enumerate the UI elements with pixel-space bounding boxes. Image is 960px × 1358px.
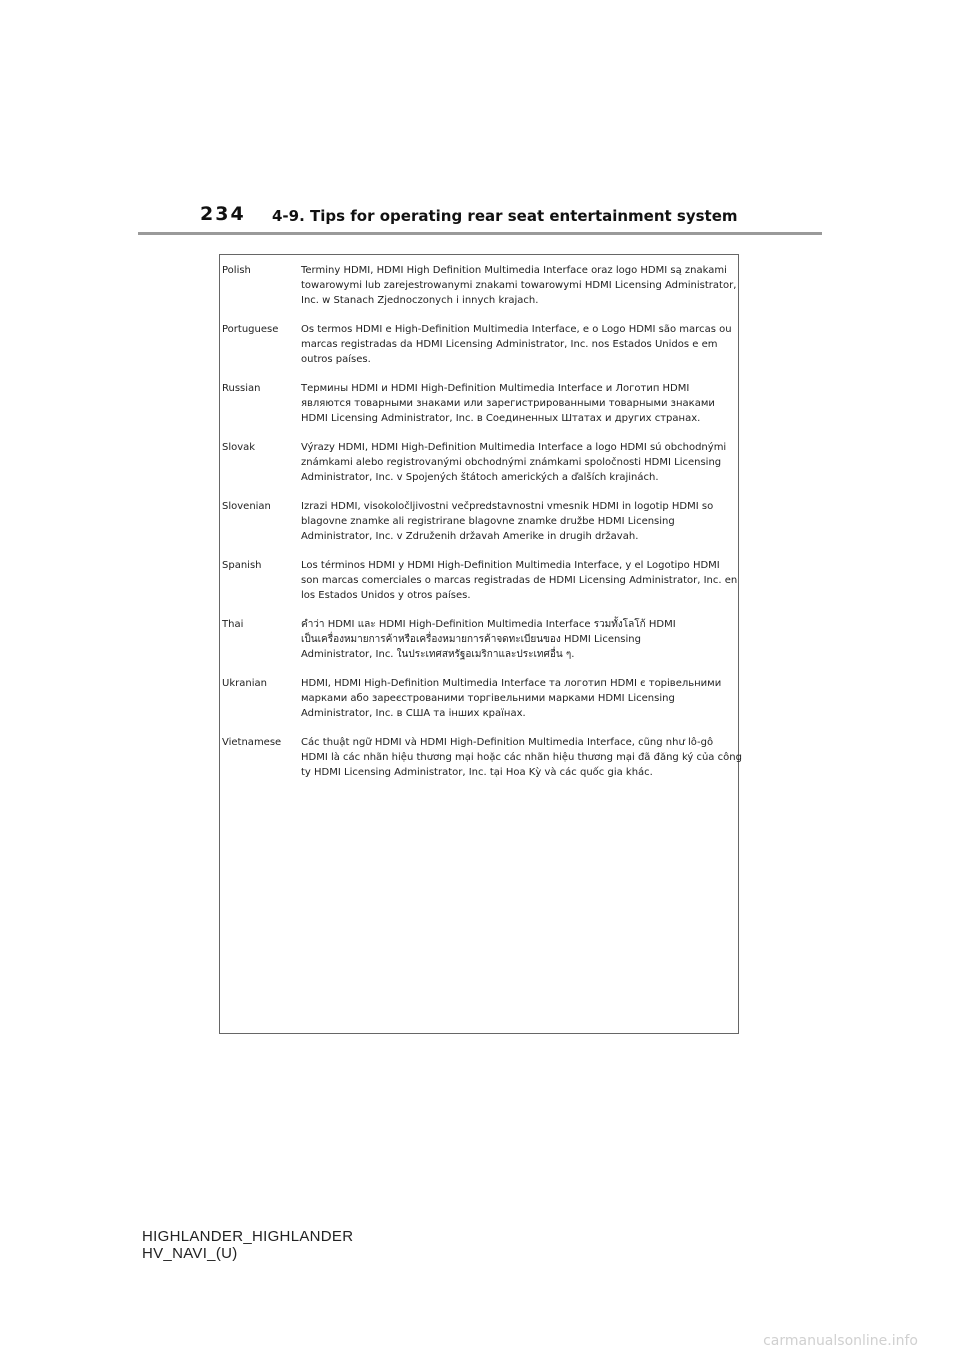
hdmi-trademark-notice-box	[219, 254, 742, 1034]
entry-text-line: HDMI Licensing Administrator, Inc. в Соединенных Штатах и других странах.	[301, 413, 701, 424]
footer-line-1: HIGHLANDER_HIGHLANDER	[142, 1228, 354, 1245]
entry-text	[301, 499, 737, 544]
entry-text	[301, 676, 737, 721]
entry-text	[301, 263, 737, 308]
footer-model-code	[142, 1228, 353, 1262]
entry-text-line: Administrator, Inc. ในประเทศสหรัฐอเมริกาและประเทศอื่น ๆ.	[301, 649, 575, 660]
entry-text-line: Výrazy HDMI, HDMI High-Definition Multimedia Interface a logo HDMI sú obchodnými	[301, 442, 727, 453]
entry-text-line: marcas registradas da HDMI Licensing Administrator, Inc. nos Estados Unidos e em	[301, 339, 718, 350]
entry-text-line: Inc. w Stanach Zjednoczonych i innych krajach.	[301, 295, 539, 306]
entry-language: Polish	[222, 265, 251, 276]
entry-text-line: HDMI, HDMI High-Definition Multimedia Interface та логотип HDMI є торівельними	[301, 678, 722, 689]
entry-text	[301, 440, 737, 485]
entry-text-line: Terminy HDMI, HDMI High Definition Multimedia Interface oraz logo HDMI są znakami	[301, 265, 727, 276]
entry-text-line: son marcas comerciales o marcas registradas de HDMI Licensing Administrator, Inc. en	[301, 575, 738, 586]
entry-text	[301, 735, 742, 780]
entry-text-line: Administrator, Inc. v Spojených štátoch amerických a ďalších krajinách.	[301, 472, 659, 483]
entry-text-line: towarowymi lub zarejestrowanymi znakami towarowymi HDMI Licensing Administrator,	[301, 280, 737, 291]
entry-text-line: คำว่า HDMI และ HDMI High-Definition Multimedia Interface รวมทั้งโลโก้ HDMI	[301, 619, 676, 630]
entry-text-line: Administrator, Inc. в США та інших країнах.	[301, 708, 526, 719]
entry-text-line: Izrazi HDMI, visokoločljivostni večpredstavnostni vmesnik HDMI in logotip HDMI so	[301, 501, 714, 512]
entry-text-line: ty HDMI Licensing Administrator, Inc. tại Hoa Kỳ và các quốc gia khác.	[301, 767, 653, 778]
watermark[interactable]: carmanualsonline.info	[763, 1333, 918, 1349]
section-title: 4-9. Tips for operating rear seat entertainment system	[272, 207, 738, 225]
entry-text	[301, 617, 737, 662]
entry-text-line: Administrator, Inc. v Združenih državah Amerike in drugih državah.	[301, 531, 639, 542]
entry-text-line: Các thuật ngữ HDMI và HDMI High-Definition Multimedia Interface, cũng như lô-gô	[301, 737, 714, 748]
entry-text-line: Os termos HDMI e High-Definition Multimedia Interface, e o Logo HDMI são marcas ou	[301, 324, 732, 335]
entry-text-line: เป็นเครื่องหมายการค้าหรือเครื่องหมายการค้าจดทะเบียนของ HDMI Licensing	[301, 634, 641, 645]
entry-text-line: známkami alebo registrovanými obchodnými známkami spoločnosti HDMI Licensing	[301, 457, 722, 468]
entry-language: Spanish	[222, 560, 262, 571]
entry-language: Ukranian	[222, 678, 267, 689]
entry-text-line: Термины HDMI и HDMI High-Definition Multimedia Interface и Логотип HDMI	[301, 383, 690, 394]
entry-language: Portuguese	[222, 324, 279, 335]
entry-language: Slovenian	[222, 501, 271, 512]
entry-text-line: outros países.	[301, 354, 371, 365]
entry-text-line: los Estados Unidos y otros países.	[301, 590, 471, 601]
entry-text-line: HDMI là các nhãn hiệu thương mại hoặc các nhãn hiệu thương mại đã đăng ký của công	[301, 752, 742, 763]
entry-text-line: марками або зареєстрованими торгівельними марками HDMI Licensing	[301, 693, 675, 704]
footer-line-2: HV_NAVI_(U)	[142, 1245, 238, 1262]
header-rule	[138, 232, 822, 235]
entry-text-line: Los términos HDMI y HDMI High-Definition Multimedia Interface, y el Logotipo HDMI	[301, 560, 720, 571]
entry-text	[301, 322, 737, 367]
entry-text-line: blagovne znamke ali registrirane blagovne znamke družbe HDMI Licensing	[301, 516, 675, 527]
entry-text	[301, 381, 737, 426]
page-number: 234	[200, 203, 246, 225]
entry-text-line: являются товарными знаками или зарегистрированными товарными знаками	[301, 398, 715, 409]
entry-text	[301, 558, 737, 603]
entry-language: Vietnamese	[222, 737, 282, 748]
entry-language: Slovak	[222, 442, 256, 453]
entry-language: Russian	[222, 383, 261, 394]
entry-language: Thai	[222, 619, 244, 630]
